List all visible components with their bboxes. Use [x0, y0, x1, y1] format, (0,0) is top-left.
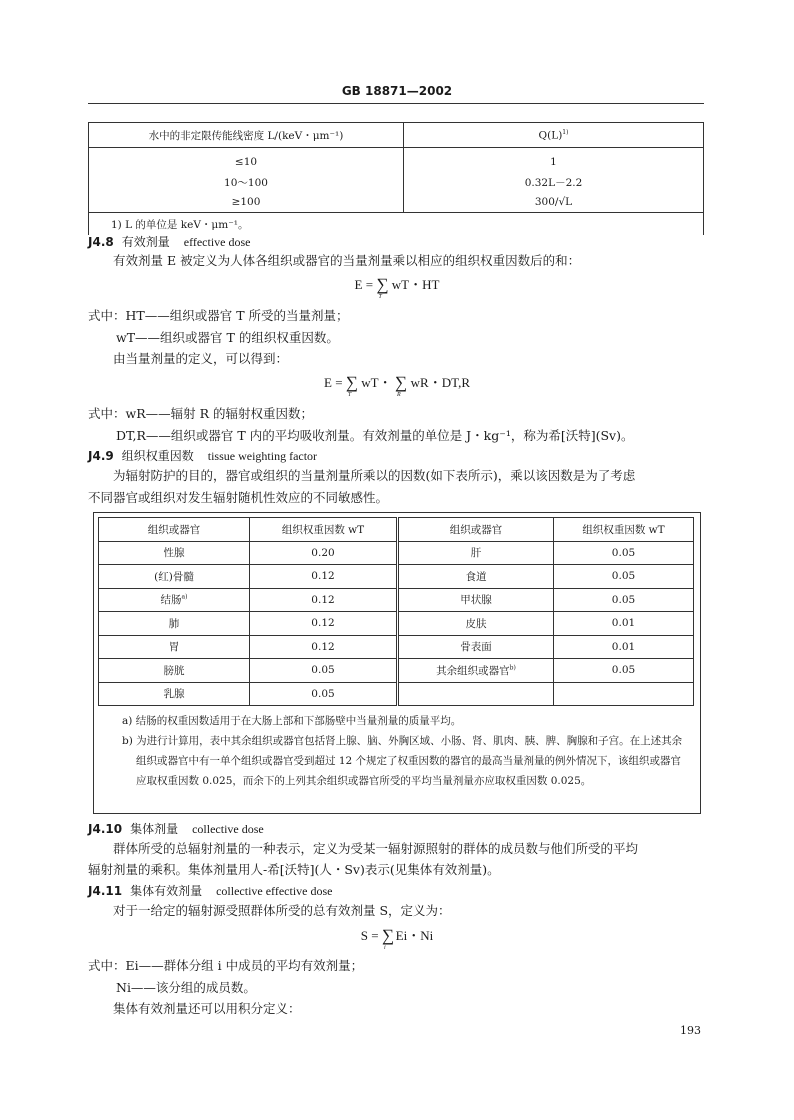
definition-line: 式中：Ei——群体分组 i 中成员的平均有效剂量；	[88, 958, 364, 973]
table-cell: 皮肤	[398, 612, 554, 636]
table-cell: 0.32L－2.2	[404, 172, 704, 192]
paragraph: 辐射剂量的乘积。集体剂量用人-希[沃特](人・Sv)表示(见集体有效剂量)。	[88, 862, 500, 877]
table-cell: 胃	[99, 635, 250, 659]
table-cell: 0.01	[554, 635, 694, 659]
table-note-a: a) 结肠的权重因数适用于在大肠上部和下部肠壁中当量剂量的质量平均。	[122, 715, 462, 727]
table-note-b: b) 为进行计算用，表中其余组织或器官包括肾上腺、脑、外胸区域、小肠、肾、肌肉、胰、脾、胸腺和子宫。在上述其余组织或器官中有一单个组织或器官受到超过 12 个规定了权重因数的器官的最高当量剂量的例外情况下，该组织或器官应取权重因数 0.025，而余下的上列其余组织或器官所受的平均当量剂量亦应取权重因数 0.025。	[122, 735, 683, 787]
equation-collective-dose: $S = \sum_iEi$・Ni	[360, 926, 434, 951]
table-cell: 乳腺	[99, 682, 250, 706]
col-header: 组织或器官	[99, 518, 250, 542]
table-cell: 0.12	[250, 635, 398, 659]
table-cell: ≤10	[89, 148, 404, 173]
table-cell: 0.05	[554, 565, 694, 589]
table-cell: 甲状腺	[398, 588, 554, 612]
page-header: GB 18871—2002	[341, 84, 453, 98]
section-heading-j4-9: J4.9 组织权重因数 tissue weighting factor	[88, 449, 318, 463]
table-cell: 0.01	[554, 612, 694, 636]
definition-line: Ni——该分组的成员数。	[116, 980, 256, 995]
table-cell: 10～100	[89, 172, 404, 192]
definition-line: DT,R——组织或器官 T 内的平均吸收剂量。有效剂量的单位是 J・kg⁻¹，称为希[沃特](Sv)。	[116, 428, 634, 443]
col-header-q: $Q(L)^{1)}$	[404, 123, 704, 148]
paragraph: 由当量剂量的定义，可以得到：	[113, 351, 289, 366]
col-header: 组织或器官	[398, 518, 554, 542]
table-cell: 性腺	[99, 541, 250, 565]
paragraph: 不同器官或组织对发生辐射随机性效应的不同敏感性。	[88, 490, 389, 505]
quality-factor-table	[88, 122, 704, 235]
table-cell: 肝	[398, 541, 554, 565]
table-cell: 骨表面	[398, 635, 554, 659]
table-cell: 0.12	[250, 612, 398, 636]
table-footnote: 1) L 的单位是 keV・μm⁻¹。	[89, 213, 704, 236]
paragraph: 为辐射防护的目的，器官或组织的当量剂量所乘以的因数(如下表所示)，乘以该因数是为了考虑	[113, 468, 636, 483]
col-header-let: 水中的非定限传能线密度 L/(keV・μm⁻¹)	[89, 123, 404, 148]
table-cell: 0.05	[250, 682, 398, 706]
section-heading-j4-8: J4.8 有效剂量 effective dose	[88, 235, 251, 249]
table-cell: 其余组织或器官$^{b)}$	[398, 659, 554, 683]
table-cell	[554, 682, 694, 706]
section-heading-j4-11: J4.11 集体有效剂量 collective effective dose	[88, 884, 333, 898]
table-cell: 0.12	[250, 565, 398, 589]
paragraph: 集体有效剂量还可以用积分定义：	[113, 1001, 301, 1016]
table-cell: ≥100	[89, 192, 404, 213]
col-header: 组织权重因数 wT	[250, 518, 398, 542]
table-cell: 结肠$^{a)}$	[99, 588, 250, 612]
table-cell: (红)骨髓	[99, 565, 250, 589]
header-rule	[88, 103, 704, 104]
page-number: 193	[680, 1024, 701, 1037]
table-cell: 0.20	[250, 541, 398, 565]
paragraph: 对于一给定的辐射源受照群体所受的总有效剂量 S，定义为：	[113, 903, 451, 918]
table-cell	[398, 682, 554, 706]
section-heading-j4-10: J4.10 集体剂量 collective dose	[88, 822, 264, 836]
definition-line: wT——组织或器官 T 的组织权重因数。	[116, 330, 339, 345]
paragraph: 群体所受的总辐射剂量的一种表示，定义为受某一辐射源照射的群体的成员数与他们所受的平均	[113, 841, 639, 856]
table-cell: 300/√L	[404, 192, 704, 213]
equation-effective-dose-expanded: $E = \sum_TwT$・ $\sum_RwR$・DT,R	[324, 373, 470, 398]
weighting-factor-table-frame	[93, 512, 701, 814]
table-cell: 1	[404, 148, 704, 173]
table-cell: 食道	[398, 565, 554, 589]
table-cell: 0.05	[554, 659, 694, 683]
col-header: 组织权重因数 wT	[554, 518, 694, 542]
table-cell: 0.05	[554, 588, 694, 612]
definition-line: 式中：wR——辐射 R 的辐射权重因数；	[88, 406, 313, 421]
weighting-factor-table	[98, 517, 694, 706]
table-cell: 膀胱	[99, 659, 250, 683]
table-cell: 0.05	[250, 659, 398, 683]
equation-effective-dose: $E = \sum_TwT$・HT	[354, 275, 440, 300]
table-cell: 0.05	[554, 541, 694, 565]
table-cell: 肺	[99, 612, 250, 636]
definition-line: 式中：HT——组织或器官 T 所受的当量剂量；	[88, 308, 349, 323]
table-notes	[122, 711, 686, 791]
paragraph: 有效剂量 E 被定义为人体各组织或器官的当量剂量乘以相应的组织权重因数后的和：	[113, 253, 581, 268]
table-cell: 0.12	[250, 588, 398, 612]
